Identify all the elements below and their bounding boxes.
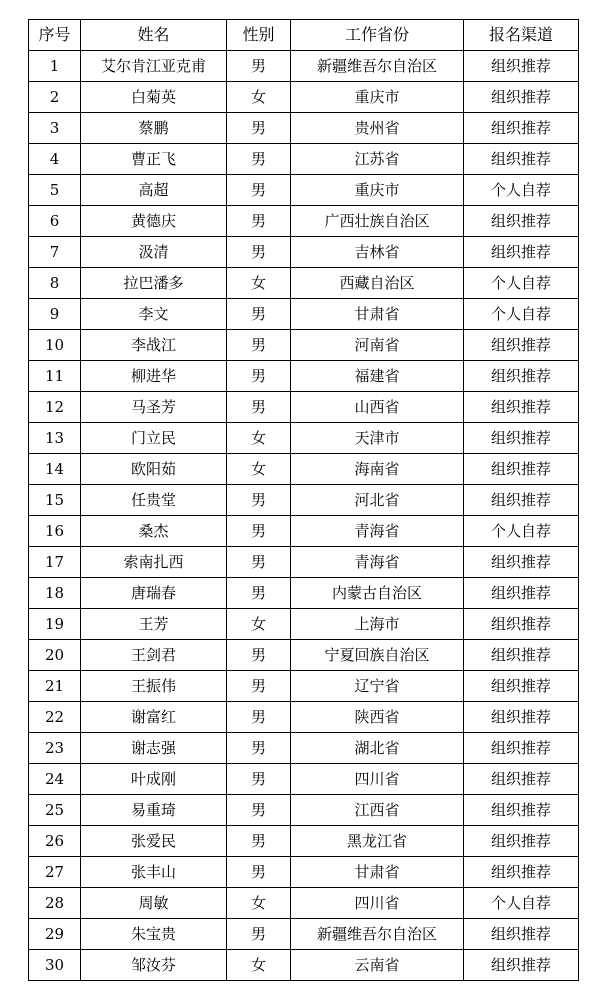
cell-serial-number: 30 [29,950,81,981]
cell-name: 黄德庆 [81,206,227,237]
cell-serial-number: 20 [29,640,81,671]
cell-gender: 男 [227,919,291,950]
header-registration-channel: 报名渠道 [464,20,579,51]
cell-work-province: 海南省 [291,454,464,485]
cell-gender: 女 [227,609,291,640]
cell-name: 艾尔肯江亚克甫 [81,51,227,82]
cell-registration-channel: 组织推荐 [464,51,579,82]
cell-gender: 男 [227,547,291,578]
cell-registration-channel: 组织推荐 [464,330,579,361]
table-row [29,82,579,113]
cell-name: 朱宝贵 [81,919,227,950]
table-row [29,51,579,82]
cell-serial-number: 10 [29,330,81,361]
cell-serial-number: 25 [29,795,81,826]
cell-work-province: 江苏省 [291,144,464,175]
cell-name: 白菊英 [81,82,227,113]
header-gender: 性别 [227,20,291,51]
cell-name: 王芳 [81,609,227,640]
cell-registration-channel: 组织推荐 [464,547,579,578]
table-row [29,485,579,516]
cell-registration-channel: 个人自荐 [464,175,579,206]
cell-serial-number: 17 [29,547,81,578]
cell-gender: 男 [227,640,291,671]
cell-gender: 男 [227,206,291,237]
cell-gender: 男 [227,51,291,82]
table-row [29,640,579,671]
header-work-province: 工作省份 [291,20,464,51]
cell-work-province: 广西壮族自治区 [291,206,464,237]
table-row [29,454,579,485]
table-row [29,299,579,330]
cell-name: 李文 [81,299,227,330]
cell-registration-channel: 组织推荐 [464,609,579,640]
cell-gender: 男 [227,733,291,764]
cell-name: 王振伟 [81,671,227,702]
table-row [29,609,579,640]
table-row [29,423,579,454]
cell-work-province: 辽宁省 [291,671,464,702]
cell-registration-channel: 组织推荐 [464,423,579,454]
table-row [29,578,579,609]
cell-name: 高超 [81,175,227,206]
table-row [29,888,579,919]
cell-serial-number: 18 [29,578,81,609]
table-row [29,795,579,826]
cell-serial-number: 21 [29,671,81,702]
cell-name: 曹正飞 [81,144,227,175]
cell-gender: 男 [227,113,291,144]
cell-serial-number: 27 [29,857,81,888]
cell-gender: 男 [227,237,291,268]
cell-serial-number: 5 [29,175,81,206]
cell-name: 汲清 [81,237,227,268]
cell-work-province: 新疆维吾尔自治区 [291,51,464,82]
cell-name: 谢志强 [81,733,227,764]
header-serial-number: 序号 [29,20,81,51]
cell-name: 易重琦 [81,795,227,826]
cell-serial-number: 1 [29,51,81,82]
cell-work-province: 四川省 [291,888,464,919]
cell-name: 张爱民 [81,826,227,857]
cell-serial-number: 15 [29,485,81,516]
cell-work-province: 云南省 [291,950,464,981]
cell-work-province: 甘肃省 [291,857,464,888]
table-row [29,702,579,733]
cell-name: 叶成刚 [81,764,227,795]
table-row [29,206,579,237]
cell-work-province: 宁夏回族自治区 [291,640,464,671]
cell-gender: 女 [227,82,291,113]
cell-registration-channel: 组织推荐 [464,640,579,671]
cell-registration-channel: 组织推荐 [464,919,579,950]
cell-name: 拉巴潘多 [81,268,227,299]
cell-name: 邹汝芬 [81,950,227,981]
roster-body [29,51,579,981]
cell-work-province: 上海市 [291,609,464,640]
cell-work-province: 新疆维吾尔自治区 [291,919,464,950]
cell-registration-channel: 组织推荐 [464,733,579,764]
cell-gender: 男 [227,392,291,423]
table-row [29,764,579,795]
cell-registration-channel: 组织推荐 [464,485,579,516]
cell-serial-number: 2 [29,82,81,113]
cell-gender: 男 [227,485,291,516]
cell-name: 索南扎西 [81,547,227,578]
cell-serial-number: 19 [29,609,81,640]
cell-gender: 女 [227,950,291,981]
cell-gender: 男 [227,826,291,857]
header-row [29,20,579,51]
cell-work-province: 河北省 [291,485,464,516]
cell-work-province: 山西省 [291,392,464,423]
cell-name: 柳进华 [81,361,227,392]
cell-gender: 男 [227,702,291,733]
cell-work-province: 青海省 [291,516,464,547]
cell-registration-channel: 个人自荐 [464,268,579,299]
cell-serial-number: 16 [29,516,81,547]
cell-gender: 女 [227,268,291,299]
cell-serial-number: 7 [29,237,81,268]
cell-serial-number: 12 [29,392,81,423]
cell-work-province: 四川省 [291,764,464,795]
cell-registration-channel: 组织推荐 [464,826,579,857]
cell-registration-channel: 组织推荐 [464,113,579,144]
cell-gender: 女 [227,454,291,485]
table-row [29,516,579,547]
cell-work-province: 重庆市 [291,175,464,206]
cell-serial-number: 13 [29,423,81,454]
header-name: 姓名 [81,20,227,51]
cell-name: 欧阳茹 [81,454,227,485]
cell-name: 李战江 [81,330,227,361]
cell-registration-channel: 组织推荐 [464,857,579,888]
cell-gender: 男 [227,516,291,547]
table-row [29,671,579,702]
cell-gender: 女 [227,423,291,454]
cell-registration-channel: 组织推荐 [464,392,579,423]
cell-serial-number: 14 [29,454,81,485]
cell-gender: 男 [227,330,291,361]
table-row [29,361,579,392]
cell-registration-channel: 组织推荐 [464,950,579,981]
table-row [29,113,579,144]
cell-registration-channel: 组织推荐 [464,671,579,702]
cell-gender: 男 [227,175,291,206]
cell-work-province: 江西省 [291,795,464,826]
cell-serial-number: 28 [29,888,81,919]
cell-name: 门立民 [81,423,227,454]
cell-work-province: 内蒙古自治区 [291,578,464,609]
cell-name: 王剑君 [81,640,227,671]
cell-gender: 男 [227,764,291,795]
cell-serial-number: 4 [29,144,81,175]
cell-work-province: 河南省 [291,330,464,361]
cell-work-province: 青海省 [291,547,464,578]
cell-work-province: 吉林省 [291,237,464,268]
cell-gender: 男 [227,671,291,702]
cell-name: 唐瑞春 [81,578,227,609]
table-row [29,268,579,299]
cell-serial-number: 24 [29,764,81,795]
cell-name: 桑杰 [81,516,227,547]
cell-gender: 男 [227,578,291,609]
table-row [29,826,579,857]
cell-registration-channel: 组织推荐 [464,795,579,826]
table-row [29,919,579,950]
cell-name: 谢富红 [81,702,227,733]
cell-name: 周敏 [81,888,227,919]
cell-serial-number: 9 [29,299,81,330]
cell-work-province: 西藏自治区 [291,268,464,299]
cell-work-province: 福建省 [291,361,464,392]
cell-work-province: 重庆市 [291,82,464,113]
cell-registration-channel: 组织推荐 [464,237,579,268]
cell-registration-channel: 个人自荐 [464,299,579,330]
cell-registration-channel: 个人自荐 [464,516,579,547]
cell-gender: 男 [227,144,291,175]
cell-registration-channel: 组织推荐 [464,702,579,733]
cell-serial-number: 26 [29,826,81,857]
cell-gender: 女 [227,888,291,919]
cell-serial-number: 8 [29,268,81,299]
table-row [29,330,579,361]
table-row [29,547,579,578]
cell-registration-channel: 组织推荐 [464,206,579,237]
cell-serial-number: 6 [29,206,81,237]
cell-registration-channel: 个人自荐 [464,888,579,919]
cell-registration-channel: 组织推荐 [464,361,579,392]
table-row [29,392,579,423]
table-row [29,175,579,206]
cell-work-province: 陕西省 [291,702,464,733]
cell-work-province: 贵州省 [291,113,464,144]
cell-registration-channel: 组织推荐 [464,82,579,113]
cell-work-province: 湖北省 [291,733,464,764]
table-row [29,237,579,268]
roster-table [28,19,579,981]
cell-serial-number: 29 [29,919,81,950]
cell-serial-number: 22 [29,702,81,733]
table-row [29,950,579,981]
cell-serial-number: 23 [29,733,81,764]
table-row [29,857,579,888]
cell-registration-channel: 组织推荐 [464,144,579,175]
table-row [29,733,579,764]
cell-gender: 男 [227,857,291,888]
cell-name: 张丰山 [81,857,227,888]
cell-work-province: 甘肃省 [291,299,464,330]
cell-registration-channel: 组织推荐 [464,578,579,609]
cell-gender: 男 [227,299,291,330]
cell-gender: 男 [227,795,291,826]
cell-name: 马圣芳 [81,392,227,423]
table-row [29,144,579,175]
cell-name: 任贵堂 [81,485,227,516]
cell-gender: 男 [227,361,291,392]
cell-serial-number: 3 [29,113,81,144]
cell-name: 蔡鹏 [81,113,227,144]
cell-registration-channel: 组织推荐 [464,454,579,485]
cell-registration-channel: 组织推荐 [464,764,579,795]
cell-serial-number: 11 [29,361,81,392]
cell-work-province: 天津市 [291,423,464,454]
cell-work-province: 黑龙江省 [291,826,464,857]
